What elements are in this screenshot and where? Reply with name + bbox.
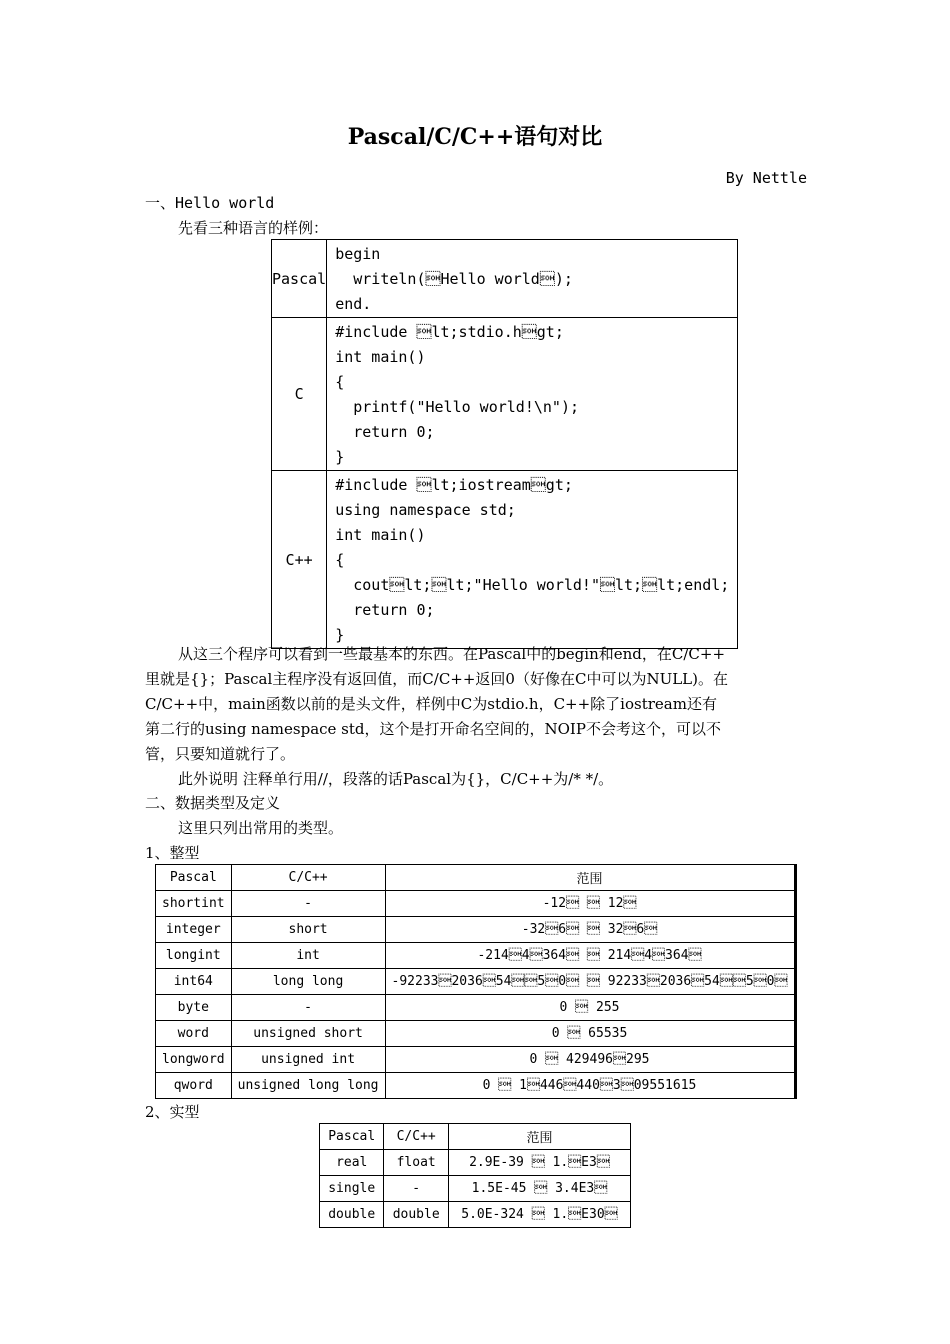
code-line: writeln(Hello world);	[335, 270, 573, 288]
paragraph-line: 管，只要知道就行了。	[145, 745, 296, 763]
column-header: C/C++	[231, 865, 385, 891]
code-line: coutlt;lt;"Hello world!"lt;lt;endl;	[335, 576, 730, 594]
real-types-heading: 2、实型	[145, 1103, 200, 1121]
code-line: using namespace std;	[335, 501, 516, 519]
column-header: C/C++	[384, 1124, 448, 1150]
table-cell: long long	[231, 969, 385, 995]
table-cell: int	[231, 943, 385, 969]
real-types-table	[319, 1123, 631, 1228]
section2-intro: 这里只列出常用的类型。	[178, 819, 344, 837]
table-cell: 0  1446440309551615	[385, 1073, 795, 1099]
sample-code-cell	[327, 318, 738, 471]
table-cell: word	[156, 1021, 232, 1047]
table-cell: -	[231, 891, 385, 917]
table-cell: double	[384, 1202, 448, 1228]
code-line: #include lt;iostreamgt;	[335, 476, 573, 494]
table-cell: 0  429496295	[385, 1047, 795, 1073]
table-row	[156, 1047, 796, 1073]
code-line: return 0;	[335, 601, 435, 619]
sample-lang-cell: C++	[272, 471, 327, 649]
author-line: By Nettle	[725, 169, 807, 187]
paragraph-line: 从这三个程序可以看到一些最基本的东西。在Pascal中的begin和end，在C/C++	[178, 645, 726, 663]
column-header: Pascal	[156, 865, 232, 891]
table-row	[320, 1150, 631, 1176]
code-line: end.	[335, 295, 372, 313]
section-heading-types: 二、数据类型及定义	[145, 794, 281, 812]
table-cell: unsigned long long	[231, 1073, 385, 1099]
code-line: return 0;	[335, 423, 435, 441]
table-cell: -326  326	[385, 917, 795, 943]
table-cell: byte	[156, 995, 232, 1021]
table-row	[272, 471, 738, 649]
table-cell: real	[320, 1150, 384, 1176]
table-cell: longword	[156, 1047, 232, 1073]
table-cell: 2.9E-39  1.E3	[448, 1150, 630, 1176]
column-header: 范围	[448, 1124, 630, 1150]
table-cell: 0  65535	[385, 1021, 795, 1047]
table-header-row	[320, 1124, 631, 1150]
table-row	[272, 240, 738, 318]
table-cell: short	[231, 917, 385, 943]
sample-code-table	[271, 239, 738, 649]
column-header: 范围	[385, 865, 795, 891]
table-cell: integer	[156, 917, 232, 943]
table-header-row	[156, 865, 796, 891]
table-row	[156, 943, 796, 969]
table-cell: unsigned int	[231, 1047, 385, 1073]
paragraph-line: 里就是{}；Pascal主程序没有返回值，而C/C++返回0（好像在C中可以为NULL)。在	[145, 670, 728, 688]
table-cell: qword	[156, 1073, 232, 1099]
comment-note: 此外说明 注释单行用//，段落的话Pascal为{}，C/C++为/* */。	[178, 770, 614, 788]
table-cell: 0  255	[385, 995, 795, 1021]
section-heading-hello	[145, 191, 809, 216]
column-header: Pascal	[320, 1124, 384, 1150]
section1-intro: 先看三种语言的样例：	[178, 219, 329, 237]
table-cell: -9223320365450  9223320365450	[385, 969, 795, 995]
paragraph-line: C/C++中，main函数以前的是头文件，样例中C为stdio.h，C++除了iostream还有	[145, 695, 717, 713]
code-line: begin	[335, 245, 381, 263]
sample-code-cell	[327, 471, 738, 649]
code-line: int main()	[335, 348, 426, 366]
code-line: }	[335, 448, 345, 466]
table-row	[156, 917, 796, 943]
table-row	[156, 995, 796, 1021]
table-row	[156, 1021, 796, 1047]
code-line: int main()	[335, 526, 426, 544]
integer-types-table	[155, 864, 797, 1099]
page-title: Pascal/C/C++语句对比	[347, 124, 603, 150]
code-line: }	[335, 626, 345, 644]
int-types-heading: 1、整型	[145, 844, 200, 862]
table-cell: -	[384, 1176, 448, 1202]
table-cell: -	[231, 995, 385, 1021]
sample-lang-cell: Pascal	[272, 240, 327, 318]
code-line: {	[335, 373, 345, 391]
table-row	[320, 1202, 631, 1228]
paragraph-line: 第二行的using namespace std，这个是打开命名空间的，NOIP不会考这个，可以不	[145, 720, 721, 738]
table-row	[156, 891, 796, 917]
table-row	[156, 969, 796, 995]
table-cell: float	[384, 1150, 448, 1176]
table-cell: 1.5E-45  3.4E3	[448, 1176, 630, 1202]
table-cell: single	[320, 1176, 384, 1202]
table-row	[272, 318, 738, 471]
table-cell: int64	[156, 969, 232, 995]
table-cell: longint	[156, 943, 232, 969]
table-cell: shortint	[156, 891, 232, 917]
section1-heading-text: 一、Hello world	[145, 194, 275, 212]
table-cell: double	[320, 1202, 384, 1228]
table-cell: -2144364  2144364	[385, 943, 795, 969]
table-cell: -12  12	[385, 891, 795, 917]
table-row	[320, 1176, 631, 1202]
code-line: printf("Hello world!\n");	[335, 398, 580, 416]
code-line: {	[335, 551, 345, 569]
sample-lang-cell: C	[272, 318, 327, 471]
table-cell: 5.0E-324  1.E30	[448, 1202, 630, 1228]
sample-code-cell	[327, 240, 738, 318]
table-cell: unsigned short	[231, 1021, 385, 1047]
code-line: #include lt;stdio.hgt;	[335, 323, 564, 341]
table-row	[156, 1073, 796, 1099]
